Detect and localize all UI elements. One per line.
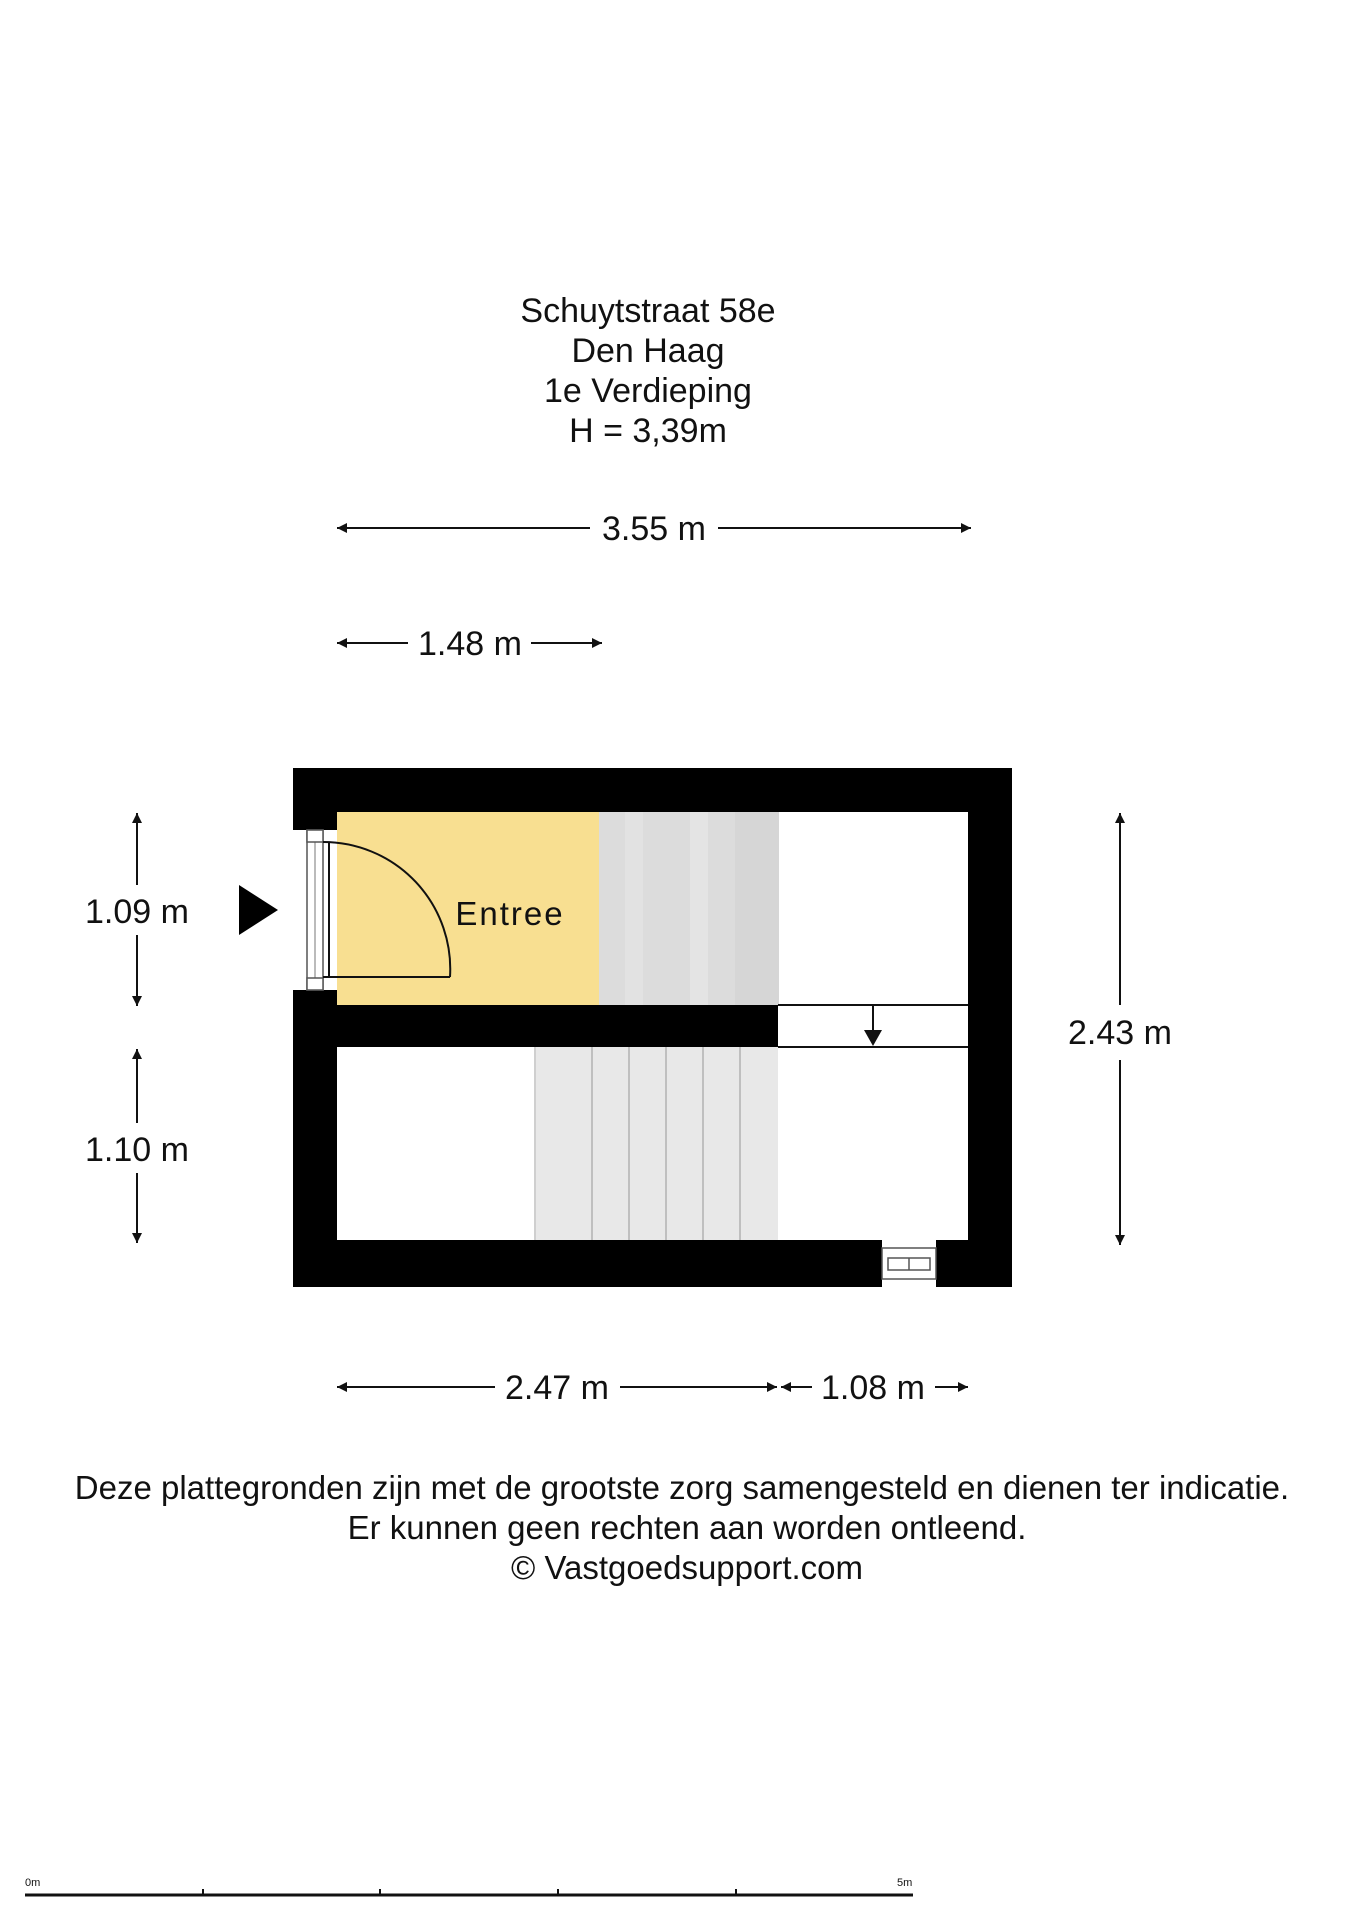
copyright-line: © Vastgoedsupport.com [510, 1549, 864, 1586]
disclaimer [75, 1469, 1289, 1586]
city-line: Den Haag [571, 332, 725, 370]
dimension-top-total [337, 510, 971, 548]
dimension-label: 1.48 m [418, 625, 522, 663]
dimension-label: 3.55 m [602, 510, 706, 548]
dimension-top-partial [337, 625, 602, 663]
scale-start-label: 0m [25, 1877, 41, 1889]
dimension-label: 1.10 m [85, 1131, 189, 1169]
lower-stair [535, 1047, 778, 1240]
dimension-right-total [1068, 813, 1172, 1245]
height-line: H = 3,39m [569, 412, 727, 450]
upper-stair [599, 812, 779, 1005]
scale-bar [25, 1877, 913, 1896]
scale-end-label: 5m [897, 1877, 913, 1889]
disclaimer-line: Deze plattegronden zijn met de grootste zorg samengesteld en dienen ter indicatie. [74, 1469, 1290, 1506]
floor-layout [239, 768, 1012, 1288]
address-line: Schuytstraat 58e [520, 292, 776, 330]
dimension-label: 2.43 m [1068, 1014, 1172, 1052]
floor-line: 1e Verdieping [544, 372, 752, 410]
entrance-arrow-icon [239, 885, 278, 935]
dimension-label: 1.08 m [821, 1369, 925, 1407]
room-entree-label: Entree [455, 895, 565, 932]
dimension-left-lower [85, 1049, 189, 1243]
dimension-bottom-right [781, 1369, 968, 1407]
plan-header [520, 292, 775, 450]
disclaimer-line: Er kunnen geen rechten aan worden ontleend. [347, 1509, 1027, 1546]
window [882, 1248, 936, 1279]
dimension-left-upper [85, 813, 189, 1006]
dimension-label: 2.47 m [505, 1369, 609, 1407]
dimension-label: 1.09 m [85, 893, 189, 931]
dimension-bottom-left [337, 1369, 777, 1407]
